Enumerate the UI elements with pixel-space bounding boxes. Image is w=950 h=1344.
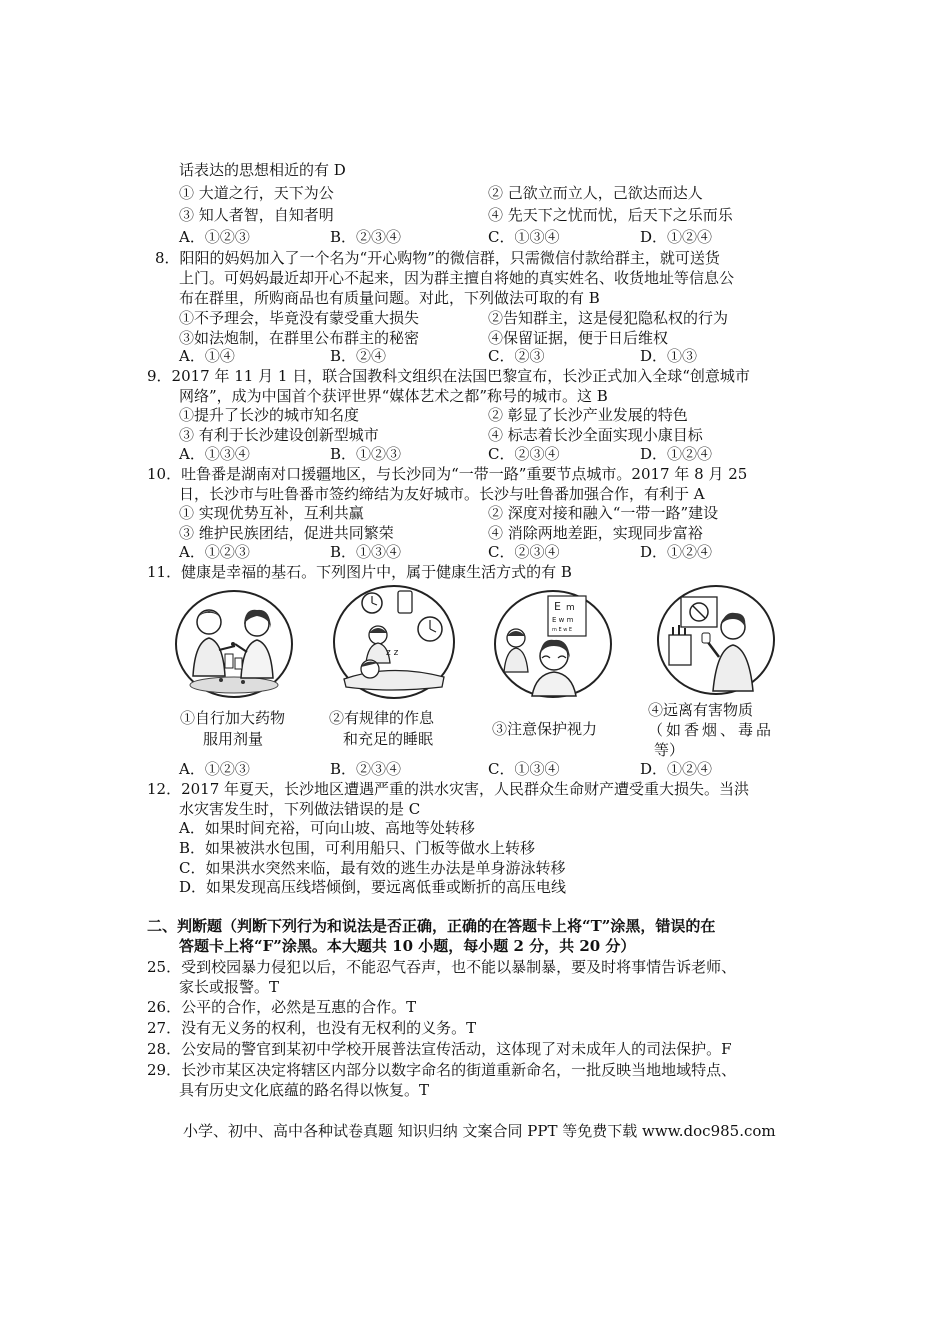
q10-choice-c: C．②③④ (488, 543, 560, 561)
q10-choice-b: B．①③④ (330, 543, 402, 561)
q8-choice-a: A．①④ (179, 347, 235, 365)
caption-2-line-1: ②有规律的作息 (329, 709, 435, 727)
q9-choice-c: C．②③④ (488, 445, 560, 463)
q9-option-1: ①提升了长沙的城市知名度 (179, 406, 360, 424)
q7-stem: 话表达的思想相近的有 D (179, 161, 346, 179)
q11-choice-d: D．①②④ (640, 760, 713, 778)
q10-stem-1: 10．吐鲁番是湖南对口援疆地区，与长沙同为“一带一路”重要节点城市。2017 年 8 月 25 (147, 465, 748, 483)
q11-stem: 11．健康是幸福的基石。下列图片中，属于健康生活方式的有 B (147, 563, 572, 581)
avoid-harmful-substances-illustration (655, 583, 777, 698)
q12-stem-2: 水灾害发生时，下列做法错误的是 C (179, 800, 421, 818)
q10-option-3: ③ 维护民族团结，促进共同繁荣 (179, 524, 394, 542)
q9-stem-1: 9．2017 年 11 月 1 日，联合国教科文组织在法国巴黎宣布，长沙正式加入全球“创意城市 (147, 367, 750, 385)
q12-stem-1: 12．2017 年夏天，长沙地区遭遇严重的洪水灾害，人民群众生命财产遭受重大损失。当洪 (147, 780, 750, 798)
q8-stem-1: 8．阳阳的妈妈加入了一个名为“开心购物”的微信群，只需微信付款给群主，就可送货 (155, 249, 720, 267)
page-footer: 小学、初中、高中各种试卷真题 知识归纳 文案合同 PPT 等免费下载 www.doc985.com (183, 1122, 776, 1140)
q28: 28．公安局的警官到某初中学校开展普法宣传活动，这体现了对未成年人的司法保护。F (147, 1040, 732, 1058)
eye-care-illustration (492, 588, 614, 700)
q8-option-1: ①不予理会，毕竟没有蒙受重大损失 (179, 309, 420, 327)
svg-text:m: m (566, 603, 575, 613)
q11-choice-c: C．①③④ (488, 760, 560, 778)
q25-line-2: 家长或报警。T (179, 978, 280, 996)
q29-line-2: 具有历史文化底蕴的路名得以恢复。T (179, 1081, 430, 1099)
q7-choice-b: B．②③④ (330, 228, 402, 246)
q8-option-2: ②告知群主，这是侵犯隐私权的行为 (488, 309, 729, 327)
q7-choice-a: A．①②③ (179, 228, 250, 246)
q10-choice-a: A．①②③ (179, 543, 250, 561)
svg-text:z z: z z (386, 648, 399, 658)
caption-2-line-2: 和充足的睡眠 (343, 730, 434, 748)
q9-stem-2: 网络”，成为中国首个获评世界“媒体艺术之都”称号的城市。这 B (179, 387, 608, 405)
q8-stem-2: 上门。可妈妈最近却开心不起来，因为群主擅自将她的真实姓名、收货地址等信息公 (179, 269, 735, 287)
q8-stem-3: 布在群里，所购商品也有质量问题。对此，下列做法可取的有 B (179, 289, 600, 307)
q7-option-1: ① 大道之行，天下为公 (179, 184, 334, 202)
svg-text:E w m: E w m (552, 616, 574, 624)
q7-option-2: ② 己欲立而立人，己欲达而达人 (488, 184, 703, 202)
q12-choice-c: C．如果洪水突然来临，最有效的逃生办法是单身游泳转移 (179, 859, 566, 877)
svg-text:m E w E: m E w E (552, 627, 573, 633)
q8-choice-c: C．②③ (488, 347, 545, 365)
svg-text:E: E (554, 600, 561, 613)
q9-choice-b: B．①②③ (330, 445, 402, 463)
caption-1-line-1: ①自行加大药物 (180, 709, 286, 727)
q7-option-3: ③ 知人者智，自知者明 (179, 206, 334, 224)
q9-choice-d: D．①②④ (640, 445, 713, 463)
q11-choice-b: B．②③④ (330, 760, 402, 778)
caption-1-line-2: 服用剂量 (203, 730, 264, 748)
regular-sleep-illustration (330, 583, 458, 701)
caption-4-line-1: ④远离有害物质 (648, 701, 754, 719)
q11-choice-a: A．①②③ (179, 760, 250, 778)
q8-option-3: ③如法炮制，在群里公布群主的秘密 (179, 329, 420, 347)
caption-4-line-3: 等） (654, 741, 685, 759)
caption-4-line-2: （如香烟、毒品 (648, 721, 775, 739)
q25-line-1: 25．受到校园暴力侵犯以后，不能忍气吞声，也不能以暴制暴，要及时将事情告诉老师、 (147, 958, 737, 976)
q10-option-4: ④ 消除两地差距，实现同步富裕 (488, 524, 703, 542)
section-2-heading-1: 二、判断题（判断下列行为和说法是否正确，正确的在答题卡上将“T”涂黑，错误的在 (147, 917, 716, 935)
q10-option-1: ① 实现优势互补，互利共赢 (179, 504, 364, 522)
q8-option-4: ④保留证据，便于日后维权 (488, 329, 669, 347)
medicine-overdose-illustration (173, 588, 295, 700)
q29-line-1: 29．长沙市某区决定将辖区内部分以数字命名的街道重新命名，一批反映当地地域特点、 (147, 1061, 737, 1079)
q10-choice-d: D．①②④ (640, 543, 713, 561)
q7-choice-d: D．①②④ (640, 228, 713, 246)
q10-stem-2: 日，长沙市与吐鲁番市签约缔结为友好城市。长沙与吐鲁番加强合作，有利于 A (179, 485, 705, 503)
q7-option-4: ④ 先天下之忧而忧，后天下之乐而乐 (488, 206, 733, 224)
q9-option-2: ② 彰显了长沙产业发展的特色 (488, 406, 688, 424)
q12-choice-b: B．如果被洪水包围，可利用船只、门板等做水上转移 (179, 839, 536, 857)
q9-choice-a: A．①③④ (179, 445, 250, 463)
q27: 27．没有无义务的权利，也没有无权利的义务。T (147, 1019, 477, 1037)
q9-option-3: ③ 有利于长沙建设创新型城市 (179, 426, 379, 444)
q8-choice-d: D．①③ (640, 347, 698, 365)
q8-choice-b: B．②④ (330, 347, 387, 365)
section-2-heading-2: 答题卡上将“F”涂黑。本大题共 10 小题，每小题 2 分，共 20 分） (179, 937, 636, 955)
q12-choice-a: A．如果时间充裕，可向山坡、高地等处转移 (179, 819, 475, 837)
caption-3: ③注意保护视力 (492, 720, 598, 738)
q26: 26．公平的合作，必然是互惠的合作。T (147, 998, 417, 1016)
q9-option-4: ④ 标志着长沙全面实现小康目标 (488, 426, 703, 444)
q12-choice-d: D．如果发现高压线塔倾倒，要远离低垂或断折的高压电线 (179, 878, 567, 896)
q10-option-2: ② 深度对接和融入“一带一路”建设 (488, 504, 719, 522)
q7-choice-c: C．①③④ (488, 228, 560, 246)
